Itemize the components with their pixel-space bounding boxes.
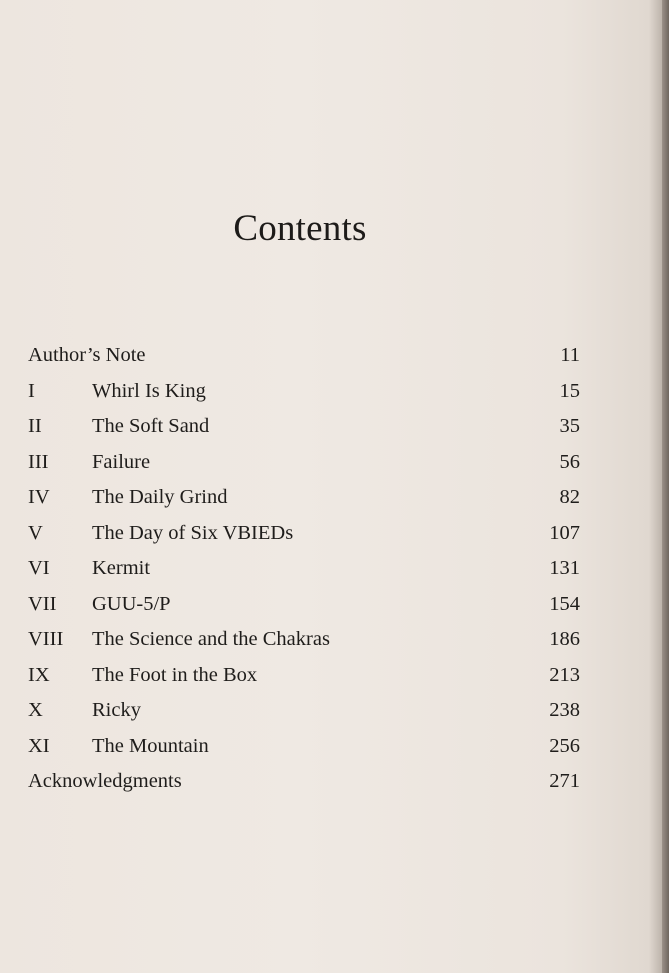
page-number: 56 bbox=[559, 450, 580, 473]
toc-entry bbox=[28, 696, 580, 732]
chapter-title: The Mountain bbox=[92, 734, 209, 757]
chapter-title: Author’s Note bbox=[28, 344, 146, 366]
chapter-number: II bbox=[28, 415, 42, 437]
chapter-number: VI bbox=[28, 557, 50, 579]
page-number: 11 bbox=[560, 344, 580, 366]
chapter-title: The Science and the Chakras bbox=[92, 628, 330, 650]
toc-entry bbox=[28, 732, 580, 768]
toc-entry bbox=[28, 412, 580, 448]
page-number: 131 bbox=[549, 557, 580, 579]
chapter-number: IV bbox=[28, 486, 50, 508]
chapter-title: The Daily Grind bbox=[92, 486, 228, 508]
toc-entry bbox=[28, 377, 580, 413]
chapter-title: The Foot in the Box bbox=[92, 663, 258, 686]
page-edge bbox=[662, 0, 669, 973]
toc-entry bbox=[28, 483, 580, 519]
chapter-number: VIII bbox=[28, 628, 64, 650]
page-title: Contents bbox=[233, 208, 367, 249]
chapter-title: Whirl Is King bbox=[92, 379, 206, 402]
chapter-title: The Day of Six VBIEDs bbox=[92, 521, 294, 544]
toc-entry bbox=[28, 448, 580, 484]
toc-entry bbox=[28, 519, 580, 555]
table-of-contents bbox=[28, 341, 580, 803]
page-number: 154 bbox=[549, 592, 580, 615]
toc-entry bbox=[28, 554, 580, 590]
chapter-number: V bbox=[28, 521, 43, 544]
chapter-title: Failure bbox=[92, 450, 151, 473]
page-number: 238 bbox=[549, 699, 580, 721]
toc-entry bbox=[28, 341, 580, 377]
page-number: 213 bbox=[549, 663, 580, 686]
chapter-title: Acknowledgments bbox=[28, 770, 182, 792]
toc-entry bbox=[28, 590, 580, 626]
page-number: 107 bbox=[549, 521, 580, 544]
page-number: 271 bbox=[549, 770, 580, 792]
chapter-title: Kermit bbox=[92, 557, 151, 579]
chapter-title: Ricky bbox=[92, 699, 141, 721]
toc-entry bbox=[28, 661, 580, 697]
chapter-title: The Soft Sand bbox=[92, 415, 210, 437]
chapter-number: III bbox=[28, 450, 49, 473]
page-number: 15 bbox=[559, 379, 580, 402]
chapter-number: I bbox=[28, 379, 35, 402]
page-number: 82 bbox=[559, 486, 580, 508]
page-number: 256 bbox=[549, 734, 580, 757]
toc-entry bbox=[28, 625, 580, 661]
page-number: 35 bbox=[559, 415, 580, 437]
chapter-number: VII bbox=[28, 592, 57, 615]
chapter-number: XI bbox=[28, 734, 50, 757]
chapter-number: IX bbox=[28, 663, 50, 686]
page-number: 186 bbox=[549, 628, 580, 650]
chapter-title: GUU-5/P bbox=[92, 592, 171, 615]
chapter-number: X bbox=[28, 699, 43, 721]
toc-entry bbox=[28, 767, 580, 803]
